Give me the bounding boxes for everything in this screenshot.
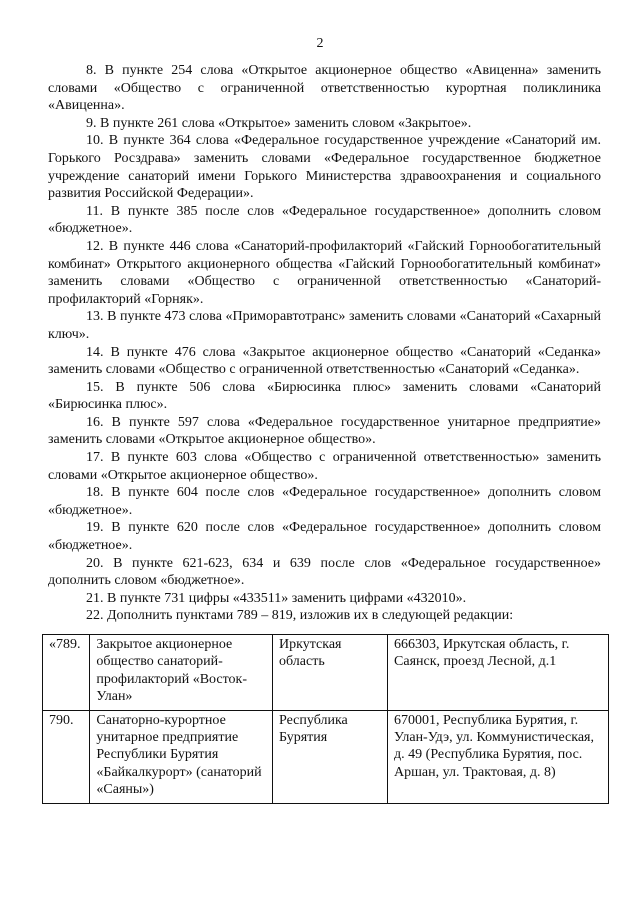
paragraph-item-8: 8. В пункте 254 слова «Открытое акционерное общество «Авиценна» заменить словами «Общество с ограниченной ответственностью курортная поликлиника «Авиценна». — [48, 63, 601, 114]
region-cell: Иркутская область — [273, 635, 388, 711]
row-number-cell: 790. — [43, 710, 90, 803]
organization-name-cell: Закрытое акционерное общество санаторий-профилакторий «Восток-Улан» — [90, 635, 273, 711]
paragraph-item-9: 9. В пункте 261 слова «Открытое» заменить словом «Закрытое». — [86, 115, 472, 131]
document-body — [48, 62, 601, 625]
row-number-cell: «789. — [43, 635, 90, 711]
region-cell: Республика Бурятия — [273, 710, 388, 803]
paragraph-item-14: 14. В пункте 476 слова «Закрытое акционерное общество «Санаторий «Седанка» заменить словами «Общество с ограниченной ответственностью «Санаторий «Седанка». — [48, 344, 601, 378]
paragraph-item-10: 10. В пункте 364 слова «Федеральное государственное учреждение «Санаторий им. Горького Росздрава» заменить словами «Федеральное государственное бюджетное учреждение санаторий имени Горького Министерства здравоохранения и социального развития Российской Федерации». — [48, 133, 601, 202]
table-row — [43, 635, 609, 711]
paragraph-item-13: 13. В пункте 473 слова «Приморавтотранс» заменить словами «Санаторий «Сахарный ключ». — [48, 309, 601, 342]
paragraph-item-18: 18. В пункте 604 после слов «Федеральное государственное» дополнить словом «бюджетное». — [48, 485, 601, 518]
paragraph-item-11: 11. В пункте 385 после слов «Федеральное государственное» дополнить словом «бюджетное». — [48, 203, 601, 237]
sanatorium-table — [42, 634, 609, 804]
paragraph-item-22: 22. Дополнить пунктами 789 – 819, изложив их в следующей редакции: — [86, 608, 514, 624]
address-cell: 666303, Иркутская область, г. Саянск, проезд Лесной, д.1 — [388, 635, 609, 711]
table-row — [43, 710, 609, 803]
paragraph-item-21: 21. В пункте 731 цифры «433511» заменить цифрами «432010». — [86, 590, 467, 606]
paragraph-item-15: 15. В пункте 506 слова «Бирюсинка плюс» заменить словами «Санаторий «Бирюсинка плюс». — [48, 379, 601, 413]
paragraph-item-17: 17. В пункте 603 слова «Общество с ограниченной ответственностью» заменить словами «Открытое акционерное общество». — [48, 450, 601, 483]
address-cell: 670001, Республика Бурятия, г. Улан-Удэ, ул. Коммунистическая, д. 49 (Республика Бурятия, пос. Аршан, ул. Трактовая, д. 8) — [388, 710, 609, 803]
paragraph-item-12: 12. В пункте 446 слова «Санаторий-профилакторий «Гайский Горнообогатительный комбинат» Открытого акционерного общества «Гайский Горнообогатительный комбинат» заменить словами «Общество с ограниченной ответственностью «Санаторий-профилакторий «Горняк». — [48, 238, 601, 307]
paragraph-item-20: 20. В пункте 621-623, 634 и 639 после слов «Федеральное государственное» дополнить словом «бюджетное». — [48, 555, 601, 589]
paragraph-item-16: 16. В пункте 597 слова «Федеральное государственное унитарное предприятие» заменить словами «Открытое акционерное общество». — [48, 414, 601, 448]
organization-name-cell: Санаторно-курортное унитарное предприятие Республики Бурятия «Байкалкурорт» (санаторий «Саяны») — [90, 710, 273, 803]
paragraph-item-19: 19. В пункте 620 после слов «Федеральное государственное» дополнить словом «бюджетное». — [48, 520, 601, 554]
page-number: 2 — [316, 36, 324, 51]
